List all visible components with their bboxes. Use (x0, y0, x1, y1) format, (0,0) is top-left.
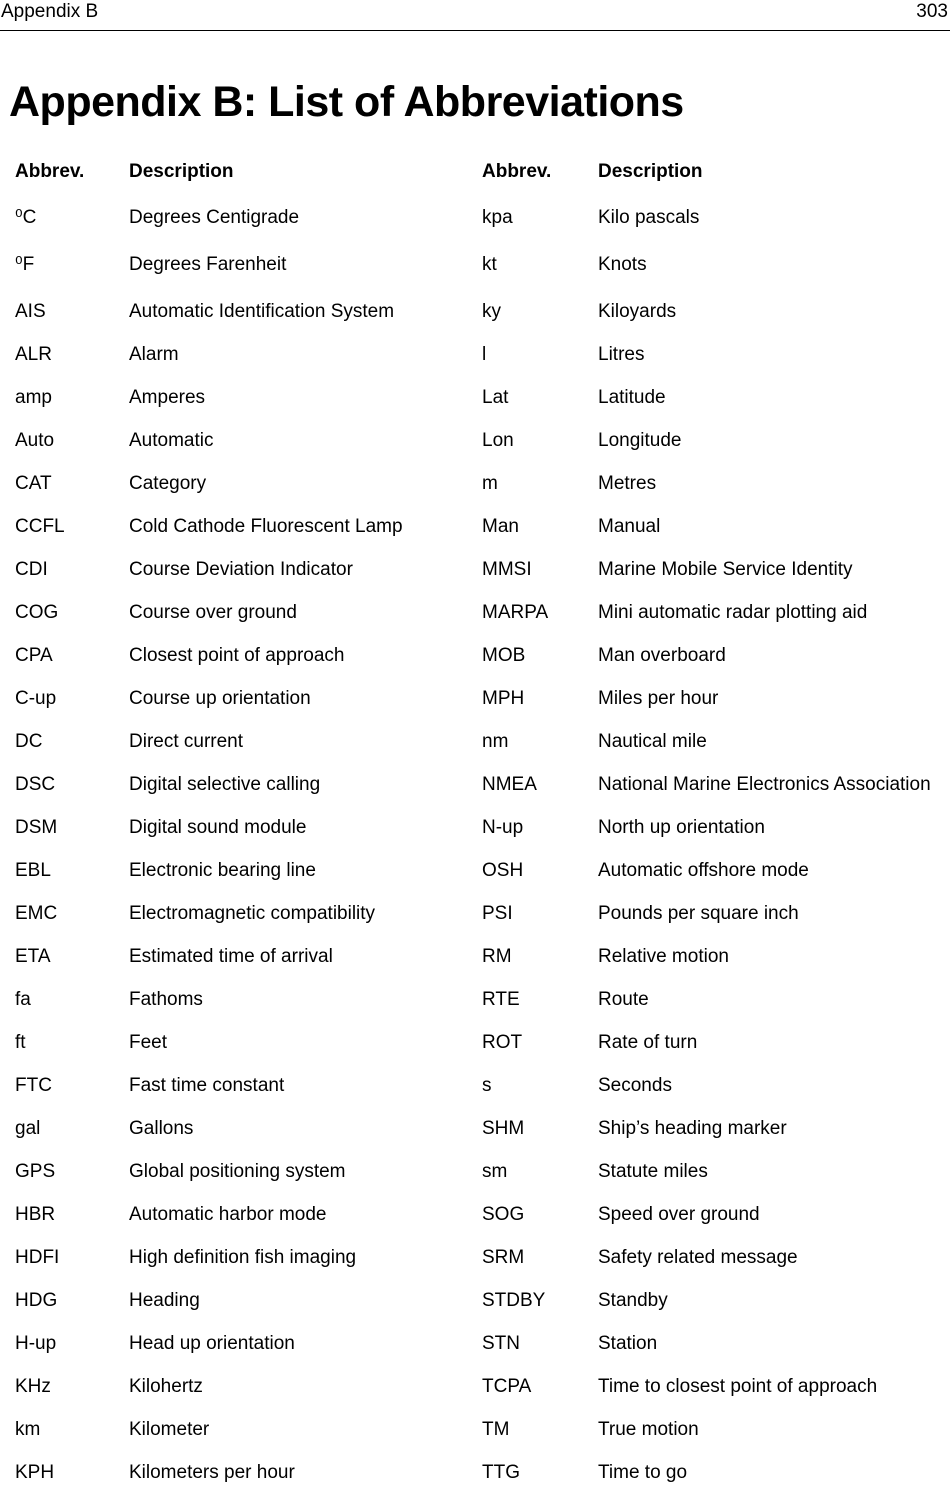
abbreviation-table-left (0, 0, 470, 1486)
description: Electromagnetic compatibility (129, 903, 376, 924)
description: National Marine Electronics Association (598, 774, 931, 795)
abbreviation-row (0, 472, 470, 515)
abbreviation-row (0, 988, 470, 1031)
description: Kiloyards (598, 301, 677, 322)
abbreviation: TM (482, 1419, 510, 1440)
description: Metres (598, 473, 657, 494)
abbreviation: ⁰C (15, 207, 37, 228)
abbreviation: ky (482, 301, 501, 322)
abbreviation-row (0, 1375, 470, 1418)
abbreviation: ROT (482, 1032, 523, 1053)
abbreviation-row (0, 644, 470, 687)
description: Automatic Identification System (129, 301, 395, 322)
abbreviation: TTG (482, 1462, 520, 1483)
abbreviation-row (470, 515, 950, 558)
abbreviation-row (470, 386, 950, 429)
abbreviation: DSC (15, 774, 56, 795)
abbreviation-row (0, 1289, 470, 1332)
description: True motion (598, 1419, 699, 1440)
abbreviation: AIS (15, 301, 46, 322)
abbreviation: COG (15, 602, 59, 623)
abbreviation-row (0, 300, 470, 343)
description: Category (129, 473, 207, 494)
description: Mini automatic radar plotting aid (598, 602, 868, 623)
description: Kilohertz (129, 1376, 203, 1397)
abbreviation: CDI (15, 559, 48, 580)
abbreviation-row (470, 558, 950, 601)
abbreviation-row (0, 773, 470, 816)
abbreviation: ft (15, 1032, 26, 1053)
abbreviation: ALR (15, 344, 52, 365)
abbreviation-row (0, 253, 470, 300)
abbreviation-row (470, 1375, 950, 1418)
description: Fathoms (129, 989, 203, 1010)
abbreviation-row (0, 1332, 470, 1375)
abbreviation-row (470, 253, 950, 300)
abbreviation-row (0, 859, 470, 902)
description: Manual (598, 516, 661, 537)
abbreviation-row (470, 859, 950, 902)
description: Seconds (598, 1075, 672, 1096)
abbreviation-row (470, 644, 950, 687)
abbreviation: CPA (15, 645, 53, 666)
abbreviation-row (470, 687, 950, 730)
description: Route (598, 989, 649, 1010)
abbreviation-row (470, 816, 950, 859)
abbreviation: ⁰F (15, 254, 35, 275)
abbreviation: C-up (15, 688, 57, 709)
description: Course up orientation (129, 688, 311, 709)
abbreviation-row (470, 1031, 950, 1074)
abbreviation-row (470, 343, 950, 386)
abbreviation: EBL (15, 860, 51, 881)
abbreviation: GPS (15, 1161, 56, 1182)
abbreviation: RTE (482, 989, 520, 1010)
description: Speed over ground (598, 1204, 760, 1225)
description: Course Deviation Indicator (129, 559, 353, 580)
description: Nautical mile (598, 731, 707, 752)
abbreviation: CAT (15, 473, 52, 494)
abbreviation: gal (15, 1118, 41, 1139)
description: Gallons (129, 1118, 194, 1139)
abbreviation: SHM (482, 1118, 525, 1139)
abbreviation: Lat (482, 387, 509, 408)
abbreviation: MMSI (482, 559, 532, 580)
description: Statute miles (598, 1161, 708, 1182)
description: Automatic offshore mode (598, 860, 809, 881)
abbreviation-row (0, 816, 470, 859)
description: Degrees Farenheit (129, 254, 287, 275)
abbreviation-row (0, 1418, 470, 1461)
description: Kilometers per hour (129, 1462, 295, 1483)
abbreviation: MOB (482, 645, 526, 666)
page-title: Appendix B: List of Abbreviations (9, 78, 684, 126)
abbreviation: PSI (482, 903, 513, 924)
abbreviation: EMC (15, 903, 58, 924)
abbreviation-row (0, 1074, 470, 1117)
abbreviation: Auto (15, 430, 55, 451)
abbreviation-table-right (470, 0, 950, 1486)
description: Course over ground (129, 602, 297, 623)
abbreviation: sm (482, 1161, 508, 1182)
description: Head up orientation (129, 1333, 295, 1354)
description: Time to go (598, 1462, 688, 1483)
abbreviation-row (0, 558, 470, 601)
description: Direct current (129, 731, 244, 752)
abbreviation-row (0, 1031, 470, 1074)
abbreviation: NMEA (482, 774, 537, 795)
abbreviation: s (482, 1075, 492, 1096)
description: Relative motion (598, 946, 729, 967)
description: Station (598, 1333, 658, 1354)
description: Cold Cathode Fluorescent Lamp (129, 516, 403, 537)
abbreviation-row (470, 1246, 950, 1289)
abbreviation-row (470, 601, 950, 644)
abbreviation-row (0, 515, 470, 558)
abbreviation-row (470, 206, 950, 253)
page-number: 303 (916, 1, 948, 22)
abbreviation-row (0, 687, 470, 730)
description: Litres (598, 344, 645, 365)
abbreviation-row (0, 945, 470, 988)
abbreviation-row (0, 730, 470, 773)
abbreviation: kpa (482, 207, 513, 228)
abbreviation-row (470, 429, 950, 472)
description: Closest point of approach (129, 645, 345, 666)
abbreviation: H-up (15, 1333, 57, 1354)
abbreviation: STDBY (482, 1290, 546, 1311)
description: Marine Mobile Service Identity (598, 559, 853, 580)
abbreviation-row (0, 343, 470, 386)
description: Knots (598, 254, 647, 275)
abbreviation-row (0, 902, 470, 945)
abbreviation-row (470, 1203, 950, 1246)
abbreviation-row (470, 1289, 950, 1332)
abbreviation: SRM (482, 1247, 525, 1268)
description: Amperes (129, 387, 206, 408)
abbreviation: m (482, 473, 498, 494)
column-header-abbrev: Abbrev. (482, 161, 552, 182)
abbreviation: HDFI (15, 1247, 60, 1268)
abbreviation: STN (482, 1333, 520, 1354)
abbreviation-row (0, 1246, 470, 1289)
abbreviation: fa (15, 989, 31, 1010)
description: Digital selective calling (129, 774, 321, 795)
abbreviation-list-right (470, 206, 950, 1504)
description: Fast time constant (129, 1075, 285, 1096)
abbreviation: KPH (15, 1462, 55, 1483)
abbreviation: DSM (15, 817, 58, 838)
description: Standby (598, 1290, 668, 1311)
description: High definition fish imaging (129, 1247, 357, 1268)
description: Longitude (598, 430, 682, 451)
abbreviation: kt (482, 254, 497, 275)
abbreviation: ETA (15, 946, 51, 967)
abbreviation: Lon (482, 430, 514, 451)
abbreviation-row (0, 206, 470, 253)
abbreviation: OSH (482, 860, 524, 881)
abbreviation-row (0, 1117, 470, 1160)
description: North up orientation (598, 817, 765, 838)
abbreviation-row (470, 1418, 950, 1461)
abbreviation: TCPA (482, 1376, 532, 1397)
abbreviation-row (0, 1160, 470, 1203)
abbreviation-row (0, 429, 470, 472)
abbreviation: l (482, 344, 487, 365)
abbreviation-row (470, 902, 950, 945)
abbreviation-row (470, 472, 950, 515)
abbreviation: HDG (15, 1290, 58, 1311)
abbreviation: HBR (15, 1204, 56, 1225)
abbreviation-row (470, 300, 950, 343)
description: Heading (129, 1290, 200, 1311)
description: Automatic (129, 430, 214, 451)
description: Ship’s heading marker (598, 1118, 787, 1139)
abbreviation: FTC (15, 1075, 52, 1096)
description: Estimated time of arrival (129, 946, 333, 967)
abbreviation: SOG (482, 1204, 525, 1225)
abbreviation: nm (482, 731, 509, 752)
description: Time to closest point of approach (598, 1376, 878, 1397)
abbreviation-row (470, 1461, 950, 1504)
abbreviation: amp (15, 387, 52, 408)
column-header-description: Description (129, 161, 234, 182)
abbreviation: DC (15, 731, 43, 752)
description: Alarm (129, 344, 179, 365)
abbreviation: MARPA (482, 602, 549, 623)
description: Rate of turn (598, 1032, 698, 1053)
abbreviation: RM (482, 946, 512, 967)
description: Automatic harbor mode (129, 1204, 327, 1225)
description: Pounds per square inch (598, 903, 799, 924)
abbreviation-row (0, 1461, 470, 1504)
abbreviation-row (470, 730, 950, 773)
abbreviation-row (470, 1160, 950, 1203)
abbreviation: Man (482, 516, 519, 537)
abbreviation-row (0, 601, 470, 644)
description: Electronic bearing line (129, 860, 316, 881)
abbreviation: N-up (482, 817, 524, 838)
abbreviation: KHz (15, 1376, 51, 1397)
description: Global positioning system (129, 1161, 346, 1182)
column-header-description: Description (598, 161, 703, 182)
abbreviation-row (0, 386, 470, 429)
column-header-abbrev: Abbrev. (15, 161, 85, 182)
abbreviation-list-left (0, 206, 470, 1504)
abbreviation-row (470, 773, 950, 816)
description: Digital sound module (129, 817, 307, 838)
abbreviation-row (470, 945, 950, 988)
description: Latitude (598, 387, 666, 408)
abbreviation-row (0, 1203, 470, 1246)
description: Degrees Centigrade (129, 207, 300, 228)
description: Miles per hour (598, 688, 719, 709)
description: Man overboard (598, 645, 726, 666)
abbreviation-row (470, 1117, 950, 1160)
abbreviation: CCFL (15, 516, 65, 537)
description: Feet (129, 1032, 168, 1053)
description: Kilo pascals (598, 207, 700, 228)
abbreviation: km (15, 1419, 41, 1440)
abbreviation-row (470, 1332, 950, 1375)
description: Kilometer (129, 1419, 210, 1440)
abbreviation-row (470, 1074, 950, 1117)
running-header-section: Appendix B (1, 1, 99, 22)
abbreviation-row (470, 988, 950, 1031)
abbreviation: MPH (482, 688, 525, 709)
description: Safety related message (598, 1247, 798, 1268)
